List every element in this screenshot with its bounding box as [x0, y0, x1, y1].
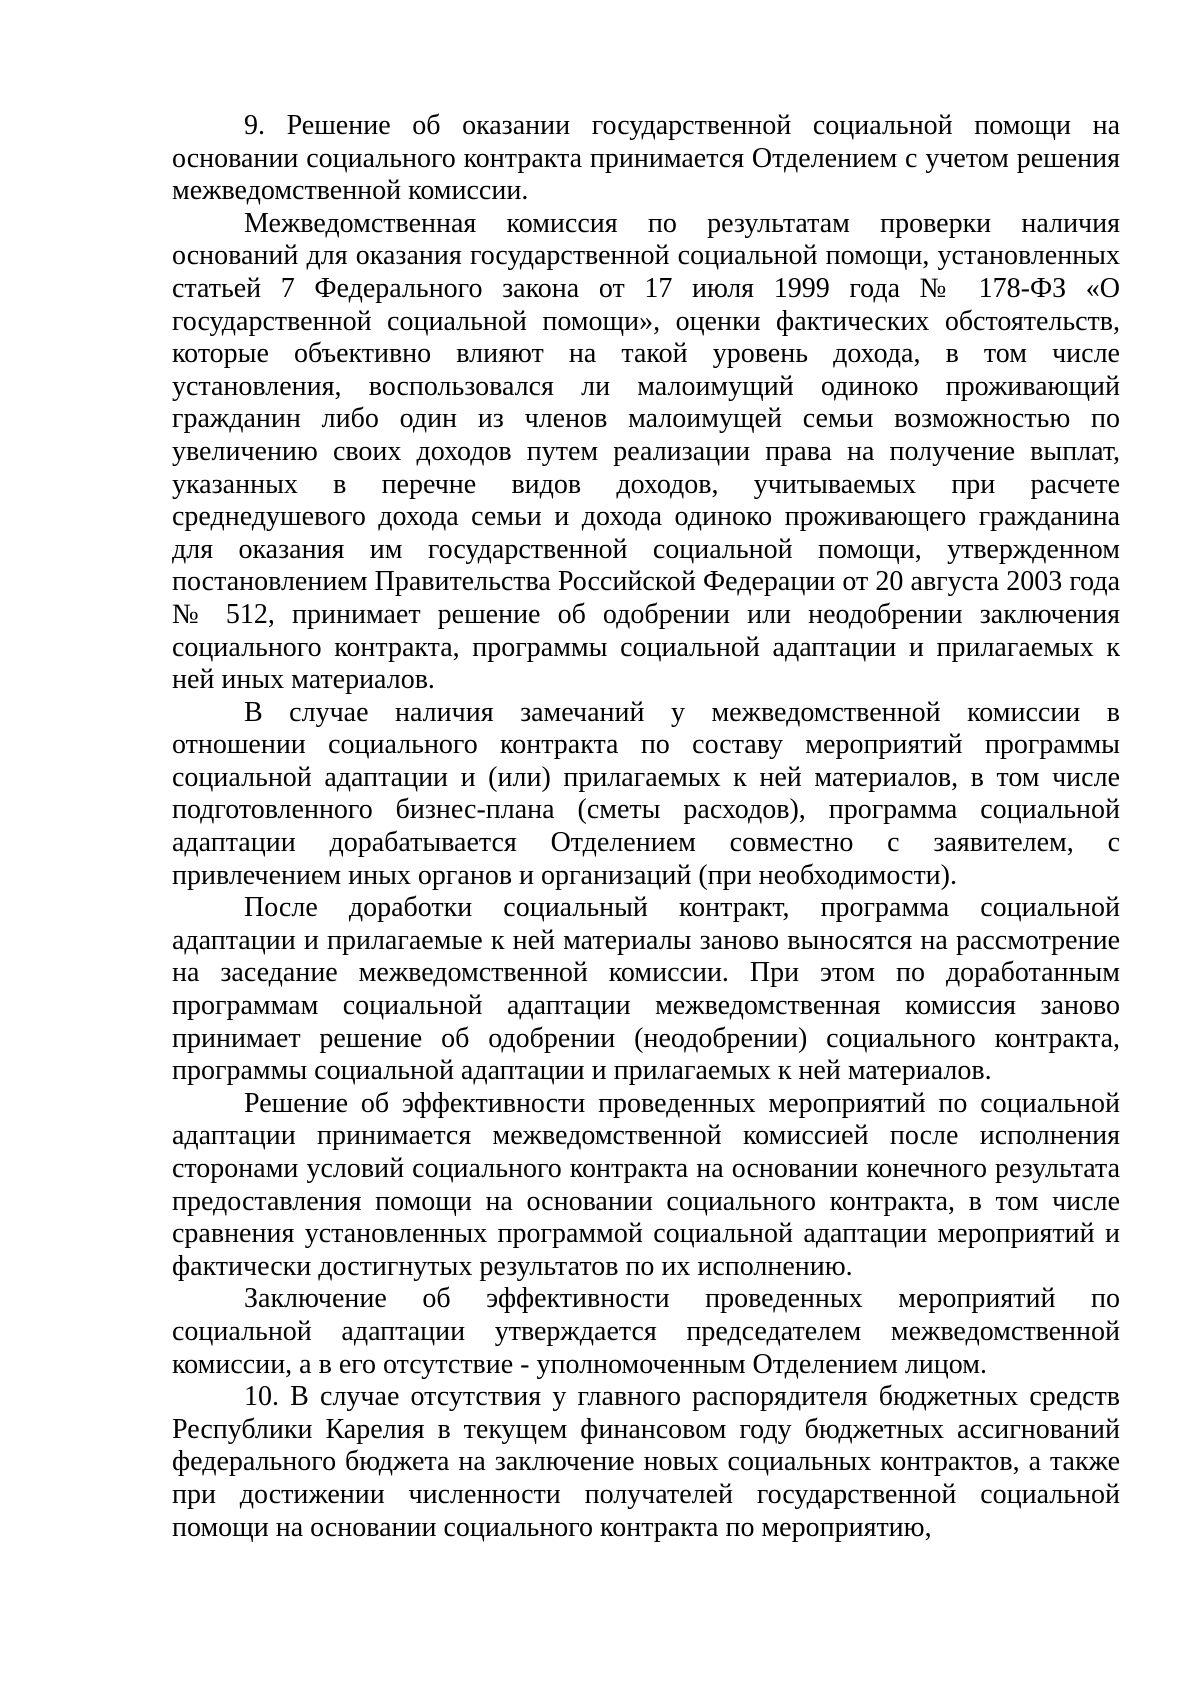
- paragraph-commission-review: Межведомственная комиссия по результатам проверки наличия оснований для оказания государственной социальной помощи, установленных статьей 7 Федерального закона от 17 июля 1999 года № 178-ФЗ «О государственной социальной помощи», оценки фактических обстоятельств, которые объективно влияют на такой уровень дохода, в том числе установления, воспользовался ли малоимущий одиноко проживающий гражданин либо один из членов малоимущей семьи возможностью по увеличению своих доходов путем реализации права на получение выплат, указанных в перечне видов доходов, учитываемых при расчете среднедушевого дохода семьи и дохода одиноко проживающего гражданина для оказания им государственной социальной помощи, утвержденном постановлением Правительства Российской Федерации от 20 августа 2003 года № 512, принимает решение об одобрении или неодобрении заключения социального контракта, программы социальной адаптации и прилагаемых к ней иных материалов.: [172, 207, 1120, 696]
- paragraph-10-budget: 10. В случае отсутствия у главного распорядителя бюджетных средств Республики Карелия в текущем финансовом году бюджетных ассигнований федерального бюджета на заключение новых социальных контрактов, а также при достижении численности получателей государственной социальной помощи на основании социального контракта по мероприятию,: [172, 1381, 1120, 1543]
- document-page: [172, 110, 1120, 1544]
- paragraph-commission-remarks: В случае наличия замечаний у межведомственной комиссии в отношении социального контракта по составу мероприятий программы социальной адаптации и (или) прилагаемых к ней материалов, в том числе подготовленного бизнес-плана (сметы расходов), программа социальной адаптации дорабатывается Отделением совместно с заявителем, с привлечением иных органов и организаций (при необходимости).: [172, 696, 1120, 891]
- paragraph-effectiveness-decision: Решение об эффективности проведенных мероприятий по социальной адаптации принимается межведомственной комиссией после исполнения сторонами условий социального контракта на основании конечного результата предоставления помощи на основании социального контракта, в том числе сравнения установленных программой социальной адаптации мероприятий и фактически достигнутых результатов по их исполнению.: [172, 1087, 1120, 1282]
- paragraph-effectiveness-conclusion: Заключение об эффективности проведенных мероприятий по социальной адаптации утверждается председателем межведомственной комиссии, а в его отсутствие - уполномоченным Отделением лицом.: [172, 1283, 1120, 1380]
- paragraph-9-decision: 9. Решение об оказании государственной социальной помощи на основании социального контракта принимается Отделением с учетом решения межведомственной комиссии.: [172, 110, 1120, 207]
- paragraph-after-revision: После доработки социальный контракт, программа социальной адаптации и прилагаемые к ней материалы заново выносятся на рассмотрение на заседание межведомственной комиссии. При этом по доработанным программам социальной адаптации межведомственная комиссия заново принимает решение об одобрении (неодобрении) социального контракта, программы социальной адаптации и прилагаемых к ней материалов.: [172, 892, 1120, 1087]
